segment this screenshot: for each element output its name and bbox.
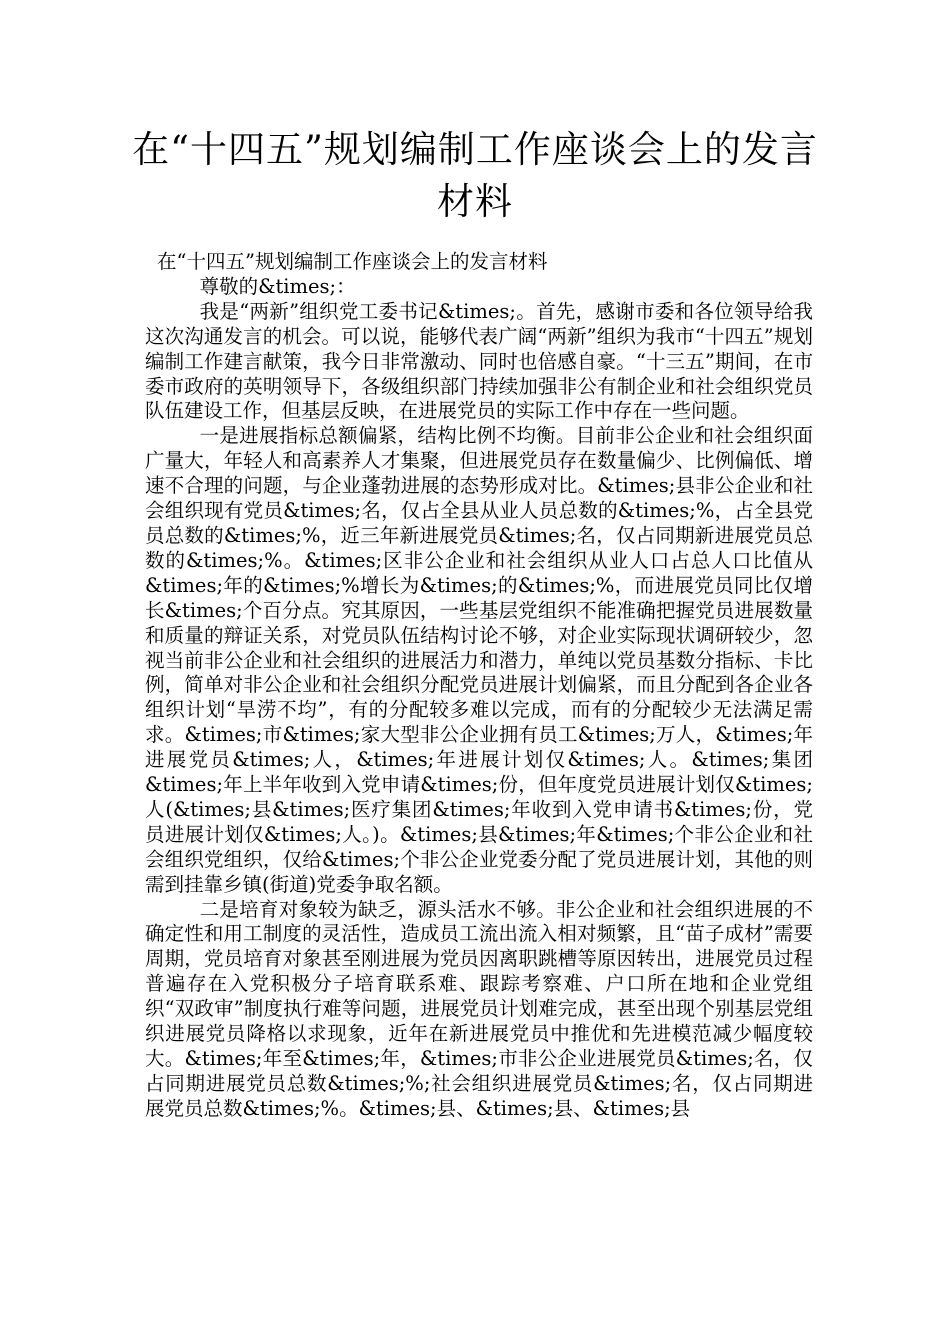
paragraph-point-one: 一是进展指标总额偏紧，结构比例不均衡。目前非公企业和社会组织面广量大，年轻人和高素养人才集聚，但进展党员存在数量偏少、比例偏低、增速不合理的问题，与企业蓬勃进展的态势形成对比。&times;县非公企业和社会组织现有党员&times;名，仅占全县从业人员总数的&times;%，占全县党员总数的&times;%，近三年新进展党员&times;名，仅占同期新进展党员总数的&times;%。&times;区非公企业和社会组织从业人口占总人口比值从&times;年的&times;%增长为&times;的&times;%，而进展党员同比仅增长&times;个百分点。究其原因，一些基层党组织不能准确把握党员进展数量和质量的辩证关系，对党员队伍结构讨论不够，对企业实际现状调研较少，忽视当前非公企业和社会组织的进展活力和潜力，单纯以党员基数分指标、卡比例，简单对非公企业和社会组织分配党员进展计划偏紧，而且分配到各企业各组织计划“旱涝不均”，有的分配较多难以完成，而有的分配较少无法满足需求。&times;市&times;家大型非公企业拥有员工&times;万人，&times;年进展党员&times;人，&times;年进展计划仅&times;人。&times;集团&times;年上半年收到入党申请&times;份，但年度党员进展计划仅&times;人(&times;县&times;医疗集团&times;年收到入党申请书&times;份，党员进展计划仅&times;人。)。&times;县&times;年&times;个非公企业和社会组织党组织，仅给&times;个非公企业党委分配了党员进展计划，其他的则需到挂靠乡镇(街道)党委争取名额。 <box>145 424 813 896</box>
paragraph-point-two: 二是培育对象较为缺乏，源头活水不够。非公企业和社会组织进展的不确定性和用工制度的灵活性，造成员工流出流入相对频繁，且“苗子成材”需要周期，党员培育对象甚至刚进展为党员因离职跳槽等原因转出，进展党员过程普遍存在入党积极分子培育联系难、跟踪考察难、户口所在地和企业党组织“双政审”制度执行难等问题，进展党员计划难完成，甚至出现个别基层党组织进展党员降格以求现象，近年在新进展党员中推优和先进模范减少幅度较大。&times;年至&times;年，&times;市非公企业进展党员&times;名，仅占同期进展党员总数&times;%;社会组织进展党员&times;名，仅占同期进展党员总数&times;%。&times;县、&times;县、&times;县 <box>145 897 813 1120</box>
document-body <box>145 250 813 1122</box>
paragraph-intro: 我是“两新”组织党工委书记&times;。首先，感谢市委和各位领导给我这次沟通发言的机会。可以说，能够代表广阔“两新”组织为我市“十四五”规划编制工作建言献策，我今日非常激动、同时也倍感自豪。“十三五”期间，在市委市政府的英明领导下，各级组织部门持续加强非公有制企业和社会组织党员队伍建设工作，但基层反映，在进展党员的实际工作中存在一些问题。 <box>145 299 813 423</box>
document-title: 在“十四五”规划编制工作座谈会上的发言材料 <box>132 128 818 223</box>
salutation: 尊敬的&times;： <box>199 274 356 298</box>
document-subtitle: 在“十四五”规划编制工作座谈会上的发言材料 <box>157 250 548 273</box>
